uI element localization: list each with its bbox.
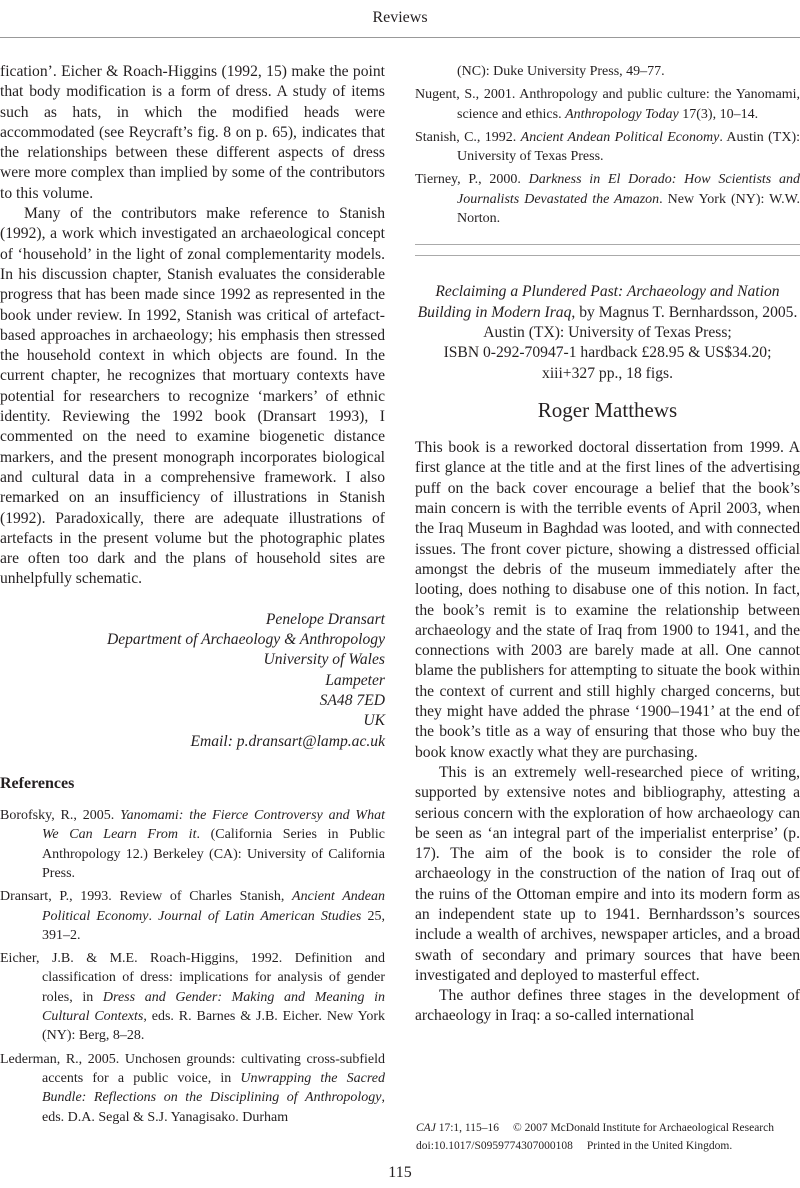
body-paragraph: Many of the contributors make reference to Stanish (1992), a work which investigated an archaeological concept of ‘household’ in the light of zonal complementarity models. In his discussion chapter, Stanish evaluates the considerable progress that has been made since 1992 as represented in the book under review. In 1992, Stanish was critical of artefact-based approaches in archaeology; his emphasis then stressed the household context in which objects are found. In the current chapter, he recognizes that mortuary contexts have potential for researchers to recognize ‘markers’ of ethnic identity. Reviewing the 1992 book (Dransart 1993), I commented on the need to examine biogenetic distance markers, and the present monograph incorporates biological and cultural data in a comprehensive framework. I also remarked on an insufficiency of illustrations in Stanish (1992). Paradoxically, there are adequate illustrations of artefacts in the present volume but the photographic plates are often too dark and the plans of household sites are unhelpfully schematic. [0, 205, 385, 588]
book-isbn: ISBN 0-292-70947-1 hardback £28.95 & US$34.20; [443, 344, 772, 362]
reference-entry [0, 887, 385, 945]
references-heading: References [0, 774, 75, 792]
header-rule [0, 37, 800, 38]
email: Email: p.dransart@lamp.ac.uk [190, 732, 385, 750]
reference-text: Tierney, P., 2000. [415, 172, 529, 188]
reference-text: Lederman, R., 2005. Unchosen grounds: cultivating cross-subfield accents for a public voice, in [0, 1051, 385, 1086]
reference-text: Dransart, P., 1993. Review of Charles Stanish, [0, 889, 293, 905]
reference-entry [415, 128, 800, 167]
reference-title: Journal of Latin American Studies [158, 908, 362, 924]
reference-title: Yanomami: the Fierce Controversy and What We Can Learn From it [42, 808, 385, 843]
reference-text: . Austin (TX): University of Texas Press. [457, 129, 800, 165]
journal-abbrev: CAJ [416, 1122, 436, 1134]
reviewer-name: Penelope Dransart [265, 610, 385, 628]
running-header: Reviews [372, 9, 428, 26]
section-divider [415, 244, 800, 256]
book-publication: , by Magnus T. Bernhardsson, 2005. Austin (TX): University of Texas Press; [483, 303, 798, 341]
signature-block [0, 610, 385, 752]
reference-text: Borofsky, R., 2005. [0, 808, 121, 824]
reference-text: , eds. D.A. Segal & S.J. Yanagisako. Durham [42, 1090, 385, 1125]
reference-text: Stanish, C., 1992. [415, 129, 521, 145]
copyright: © 2007 McDonald Institute for Archaeological Research [512, 1122, 774, 1134]
doi: doi:10.1017/S0959774307000108 [416, 1140, 573, 1152]
reference-text: Eicher, J.B. & M.E. Roach-Higgins, 1992. Definition and classification of dress: implications for analysis of gender roles, in [0, 951, 385, 1005]
reference-text: Nugent, S., 2001. Anthropology and public culture: the Yanomami, science and ethics. [415, 87, 800, 122]
reference-entry [0, 949, 385, 1045]
reference-title: Dress and Gender: Making and Meaning in Cultural Contexts [42, 989, 386, 1025]
printed-in: Printed in the United Kingdom. [586, 1140, 733, 1152]
reference-text: . (California Series in Public Anthropology 12.) Berkeley (CA): University of California Press. [42, 827, 385, 881]
volume-pages: 17:1, 115–16 [435, 1122, 499, 1134]
body-paragraph: fication’. Eicher & Roach-Higgins (1992, 15) make the point that body modification is a form of dress. A study of items such as hats, in which the modified heads were accommodated (see Reycraft’s fig. 8 on p. 65), indicates that the relationships between these different aspects of dress were more complex than implied by some of the contributors to this volume. [0, 63, 385, 202]
address-line: Lampeter [325, 671, 385, 689]
reference-text: . New York (NY): W.W. Norton. [457, 191, 800, 227]
reference-title: Ancient Andean Political Economy [520, 129, 720, 145]
reference-entry [415, 170, 800, 228]
reference-title: Unwrapping the Sacred Bundle: Reflections on the Disciplining of Anthropology [42, 1070, 385, 1106]
body-paragraph: The author defines three stages in the development of archaeology in Iraq: a so-called international [415, 987, 800, 1025]
book-details [415, 282, 800, 383]
reference-list [415, 85, 800, 228]
affiliation: University of Wales [263, 651, 385, 669]
reference-entry [415, 85, 800, 124]
footer-citation [416, 1119, 788, 1155]
reviewer-name: Roger Matthews [537, 397, 678, 422]
reference-entry [0, 1050, 385, 1127]
reference-continuation: (NC): Duke University Press, 49–77. [457, 64, 665, 79]
reference-entry [0, 806, 385, 883]
reference-title: Anthropology Today [565, 106, 679, 122]
right-column [415, 62, 800, 1027]
book-title: Reclaiming a Plundered Past: Archaeology and Nation Building in Modern Iraq [417, 283, 780, 321]
reference-text: 17(3), 10–14. [678, 106, 759, 122]
reference-text: , eds. R. Barnes & J.B. Eicher. New York (NY): Berg, 8–28. [42, 1009, 385, 1044]
reference-text: 25, 391–2. [42, 908, 386, 943]
body-paragraph: This is an extremely well-researched piece of writing, supported by extensive notes and bibliography, attesting a serious concern with the exploration of how archaeology can be seen as ‘an integral part of the imperialist enterprise’ (p. 17). The aim of the book is to consider the role of archaeology in the construction of the nation of Iraq out of the ruins of the Ottoman empire and into its modern form as an independent state up to 1941. Bernhardsson’s sources include a wealth of archives, newspaper articles, and a broad swath of secondary and primary sources that have been investigated and deployed to masterful effect. [415, 763, 800, 984]
address-line: UK [363, 712, 385, 730]
reference-title: Ancient Andean Political Economy [42, 889, 385, 924]
affiliation: Department of Archaeology & Anthropology [106, 631, 385, 649]
left-column [0, 62, 385, 1131]
reference-title: Darkness in El Dorado: How Scientists and Journalists Devastated the Amazon [457, 172, 800, 207]
body-paragraph: This book is a reworked doctoral dissertation from 1999. A first glance at the title and at the first lines of the advertising puff on the back cover encourage a belief that the book’s main concern is with the terrible events of April 2003, when the Iraq Museum in Baghdad was looted, and with connected issues. The front cover picture, showing a distressed official amongst the debris of the museum immediately after the looting, does nothing to disabuse one of this notion. In fact, the book’s remit is to examine the relationship between archaeology and the state of Iraq from 1900 to 1941, and the connections with 2003 are barely made at all. One cannot blame the publishers for attempting to situate the book within the context of current and still highly charged concerns, but they might have added the phrase ‘1900–1941’ at the end of the book’s title as a way of ensuring that those who buy the book know exactly what they are purchasing. [415, 439, 800, 761]
address-line: SA48 7ED [319, 691, 385, 709]
reference-list [0, 806, 385, 1127]
reference-text: . [148, 908, 159, 924]
book-pages: xiii+327 pp., 18 figs. [542, 364, 673, 382]
page-number: 115 [388, 1164, 412, 1181]
